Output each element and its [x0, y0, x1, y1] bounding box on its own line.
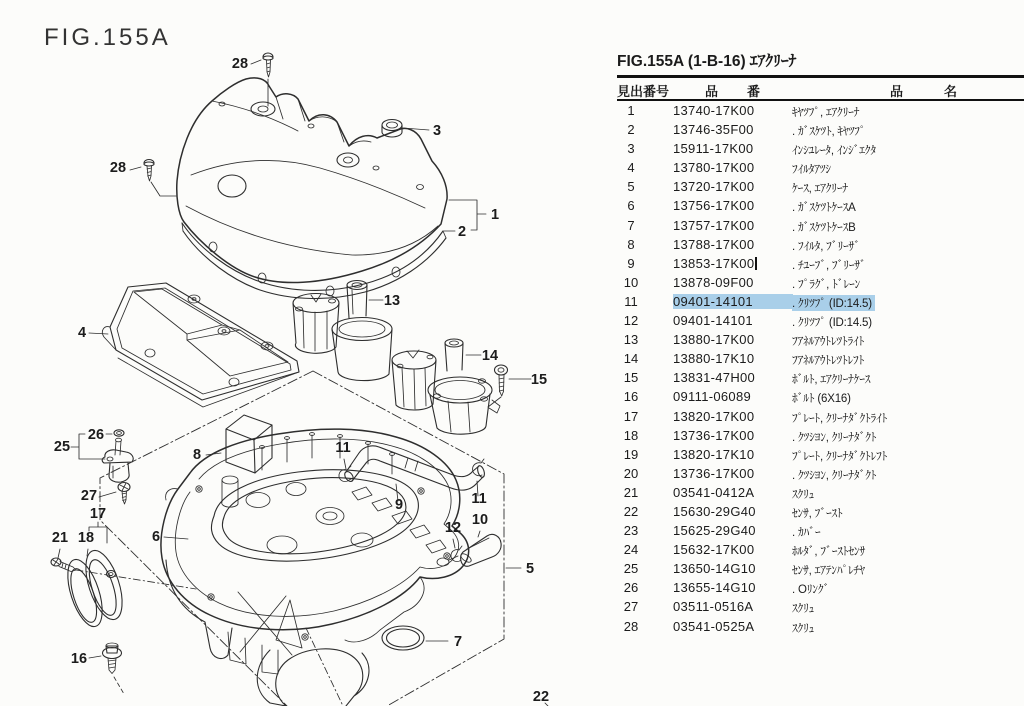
part-name-cell: . ｶﾞｽｹﾂﾄ, ｷﾔﾂﾌﾟ — [792, 126, 866, 139]
header-part-name: 品名 — [890, 84, 999, 99]
callout-label-2: 2 — [457, 224, 467, 240]
part-number-cell: 03541-0525A — [673, 618, 755, 634]
part-name-cell: . ﾌﾟﾗｸﾞ, ﾄﾞﾚｰﾝ — [792, 278, 861, 291]
part-number-cell: 13831-47H00 — [673, 370, 756, 386]
table-row[interactable] — [612, 121, 1024, 140]
callout-label-3: 3 — [432, 123, 442, 139]
part-name-cell: ﾎﾞﾙﾄ (6X16) — [792, 393, 851, 406]
ref-number-cell: 23 — [623, 523, 639, 539]
table-row[interactable] — [612, 618, 1024, 637]
table-row[interactable] — [612, 197, 1024, 216]
ref-number-cell: 26 — [623, 580, 639, 596]
ref-number-cell: 14 — [623, 351, 639, 367]
ref-number-cell: 24 — [623, 542, 639, 558]
filter-element-4 — [89, 283, 299, 407]
part-name-cell: ｽｸﾘｭ — [792, 603, 815, 616]
part-name-cell: ｾﾝｻ, ｴｱﾃﾝﾊﾟﾚﾁﾔ — [792, 565, 865, 578]
part-number-cell: 13736-17K00 — [673, 465, 755, 481]
part-name-cell: . ｶﾊﾞｰ — [792, 527, 821, 540]
callout-labels — [52, 56, 549, 705]
part-number-cell: 13736-17K00 — [673, 427, 755, 443]
callout-label-11: 11 — [335, 440, 351, 456]
callout-label-8: 8 — [192, 447, 202, 463]
part-name-cell: ﾌｲﾙﾀｱﾂｼ — [792, 164, 831, 177]
ref-number-cell: 11 — [624, 293, 638, 309]
callout-label-10: 10 — [471, 512, 489, 528]
duct-plate-group — [51, 522, 196, 694]
table-row[interactable] — [612, 140, 1024, 159]
part-name-cell: ﾌﾟﾚｰﾄ, ｸﾘｰﾅﾀﾞｸﾄﾗｲﾄ — [792, 412, 888, 425]
callout-label-1: 1 — [490, 207, 500, 223]
parts-list-title: FIG.155A (1-B-16) ｴｱｸﾘｰﾅ — [617, 53, 797, 70]
ref-number-cell: 5 — [627, 179, 635, 195]
part-number-cell: 13746-35F00 — [673, 122, 754, 138]
table-row[interactable] — [612, 159, 1024, 178]
part-number-cell: 13650-14G10 — [673, 561, 756, 577]
header-part-number: 品番 — [705, 84, 790, 99]
ref-number-cell: 17 — [623, 408, 639, 424]
table-row[interactable] — [612, 427, 1024, 446]
ref-number-cell: 2 — [627, 122, 635, 138]
callout-label-26: 26 — [87, 427, 105, 443]
part-name-cell: ﾎﾙﾀﾞ, ﾌﾞｰｽﾄｾﾝｻ — [792, 546, 865, 559]
part-number-cell: 03511-0516A — [673, 599, 754, 615]
callout-label-5: 5 — [525, 561, 535, 577]
table-row[interactable] — [612, 178, 1024, 197]
callout-label-4: 4 — [77, 325, 87, 341]
callout-label-21: 21 — [51, 530, 69, 546]
part-name-cell: . ｶﾞｽｹﾂﾄｹｰｽB — [792, 221, 856, 234]
callout-label-9: 9 — [394, 497, 404, 513]
part-number-cell: 13788-17K00 — [673, 236, 755, 252]
ref-number-cell: 1 — [627, 103, 635, 118]
ref-number-cell: 25 — [623, 561, 639, 577]
part-name-cell: . ﾌｲﾙﾀ, ﾌﾞﾘｰｻﾞ — [792, 240, 860, 253]
callout-label-22: 22 — [532, 689, 550, 705]
part-name-cell: . ﾁﾕｰﾌﾞ, ﾌﾞﾘｰｻﾞ — [792, 259, 866, 272]
callout-label-15: 15 — [530, 372, 548, 388]
callout-label-7: 7 — [453, 634, 463, 650]
part-number-cell: 13820-17K00 — [673, 408, 755, 424]
part-number-cell: 03541-0412A — [673, 484, 755, 500]
callout-label-27: 27 — [80, 488, 98, 504]
breather-hose-9 — [339, 446, 486, 501]
table-row[interactable] — [612, 541, 1024, 560]
part-number-cell: 13655-14G10 — [673, 580, 756, 596]
ref-number-cell: 21 — [623, 484, 639, 500]
table-row[interactable] — [612, 522, 1024, 541]
parts-list-panel — [612, 0, 1024, 706]
part-name-cell: . ｶﾞｽｹﾂﾄｹｰｽA — [792, 202, 856, 215]
table-row[interactable] — [612, 350, 1024, 369]
part-name-cell: ﾎﾞﾙﾄ, ｴｱｸﾘｰﾅｹｰｽ — [792, 374, 871, 387]
part-number-cell: 15911-17K00 — [673, 141, 754, 157]
part-number-cell: 13878-09F00 — [673, 274, 754, 290]
part-number-cell: 13853-17K00 — [673, 256, 793, 271]
ref-number-cell: 16 — [623, 389, 639, 405]
table-row[interactable] — [612, 236, 1024, 255]
part-number-cell: 15632-17K00 — [673, 542, 755, 558]
ref-number-cell: 6 — [627, 198, 635, 214]
ref-number-cell: 18 — [623, 427, 639, 443]
part-name-cell: . ｸﾘﾂﾌﾟ (ID:14.5) — [792, 295, 875, 311]
part-name-cell: ﾌﾟﾚｰﾄ, ｸﾘｰﾅﾀﾞｸﾄﾚﾌﾄ — [792, 450, 888, 463]
grommet-3 — [382, 120, 429, 138]
table-row[interactable] — [612, 312, 1024, 331]
part-name-cell: ﾌｱﾈﾙｱｳﾄﾚﾂﾄﾗｲﾄ — [792, 336, 865, 349]
table-row[interactable] — [612, 102, 1024, 121]
part-name-cell: ﾌｱﾈﾙｱｳﾄﾚﾂﾄﾚﾌﾄ — [792, 355, 865, 368]
callout-label-18: 18 — [77, 530, 95, 546]
callout-label-14: 14 — [481, 348, 499, 364]
table-row[interactable] — [612, 408, 1024, 427]
table-row[interactable] — [612, 274, 1024, 293]
table-row[interactable] — [612, 484, 1024, 503]
part-number-cell: 15630-29G40 — [673, 503, 756, 519]
part-number-cell: 13720-17K00 — [673, 179, 755, 195]
table-row[interactable] — [612, 217, 1024, 236]
callout-label-28: 28 — [231, 56, 249, 72]
part-name-cell: ｽｸﾘｭ — [792, 622, 815, 635]
callout-label-16: 16 — [70, 651, 88, 667]
ref-number-cell: 28 — [623, 618, 639, 634]
part-name-cell: . ｸﾂｼﾖﾝ, ｸﾘｰﾅﾀﾞｸﾄ — [792, 431, 877, 444]
part-number-cell: 15625-29G40 — [673, 523, 756, 539]
part-number-cell: 13880-17K00 — [673, 332, 755, 348]
table-row[interactable] — [612, 579, 1024, 598]
part-number-cell: 09401-14101 — [673, 313, 753, 329]
callout-label-17: 17 — [89, 506, 107, 522]
part-number-cell: 13780-17K00 — [673, 160, 755, 176]
table-row[interactable] — [612, 503, 1024, 522]
parts-table-rows — [612, 102, 1024, 637]
table-row[interactable] — [612, 293, 1024, 312]
ref-number-cell: 8 — [627, 236, 635, 252]
part-number-cell: 09401-14101 — [673, 294, 793, 309]
screw-28-left — [130, 160, 176, 197]
header-ref-number: 見出番号 — [617, 84, 670, 99]
part-name-cell: ｹｰｽ, ｴｱｸﾘｰﾅ — [792, 183, 848, 196]
header-rule — [617, 99, 1024, 101]
ref-number-cell: 4 — [627, 160, 635, 176]
ref-number-cell: 7 — [627, 217, 635, 233]
ref-number-cell: 9 — [627, 255, 635, 271]
ref-number-cell: 12 — [623, 313, 639, 329]
gasket-ring-7 — [382, 626, 448, 650]
table-row[interactable] — [612, 331, 1024, 350]
ref-number-cell: 20 — [623, 465, 639, 481]
callout-label-11: 11 — [471, 491, 487, 507]
callout-label-13: 13 — [383, 293, 401, 309]
part-name-cell: . ｸﾘﾂﾌﾟ (ID:14.5) — [792, 317, 872, 330]
figure-label: FIG.155A — [44, 24, 171, 51]
part-number-cell: 13740-17K00 — [673, 103, 755, 118]
part-number-cell: 13756-17K00 — [673, 198, 755, 214]
part-name-cell: . Oﾘﾝｸﾞ — [792, 584, 830, 597]
table-row[interactable] — [612, 560, 1024, 579]
callout-label-6: 6 — [151, 529, 161, 545]
part-number-cell: 13757-17K00 — [673, 217, 755, 233]
ref-number-cell: 22 — [623, 503, 639, 519]
ref-number-cell: 3 — [627, 141, 635, 157]
part-name-cell: ｾﾝｻ, ﾌﾞｰｽﾄ — [792, 507, 843, 520]
table-row[interactable] — [612, 388, 1024, 407]
part-name-cell: ｽｸﾘｭ — [792, 488, 815, 501]
callout-label-28: 28 — [109, 160, 127, 176]
callout-label-12: 12 — [444, 520, 462, 536]
table-row[interactable] — [612, 255, 1024, 274]
table-row[interactable] — [612, 465, 1024, 484]
table-row[interactable] — [612, 369, 1024, 388]
case-6 — [161, 429, 469, 706]
part-number-cell: 09111-06089 — [673, 389, 751, 405]
part-name-cell: ｷﾔﾂﾌﾟ, ｴｱｸﾘｰﾅ — [792, 107, 860, 119]
text-caret — [755, 257, 756, 270]
title-rule — [617, 75, 1024, 78]
part-number-cell: 13820-17K10 — [673, 446, 755, 462]
ref-number-cell: 15 — [623, 370, 639, 386]
table-row[interactable] — [612, 446, 1024, 465]
table-row[interactable] — [612, 598, 1024, 617]
part-name-cell: . ｸﾂｼﾖﾝ, ｸﾘｰﾅﾀﾞｸﾄ — [792, 469, 877, 482]
ref-number-cell: 27 — [623, 599, 639, 615]
part-number-cell: 13880-17K10 — [673, 351, 755, 367]
cap-assembly — [177, 78, 447, 299]
ref-number-cell: 13 — [623, 332, 639, 348]
parts-table-header — [612, 81, 1024, 98]
part-name-cell: ｲﾝｼﾕﾚｰﾀ, ｲﾝｼﾞｴｸﾀ — [792, 145, 876, 158]
ref-number-cell: 19 — [623, 446, 639, 462]
callout-label-25: 25 — [53, 439, 71, 455]
ref-number-cell: 10 — [623, 274, 639, 290]
